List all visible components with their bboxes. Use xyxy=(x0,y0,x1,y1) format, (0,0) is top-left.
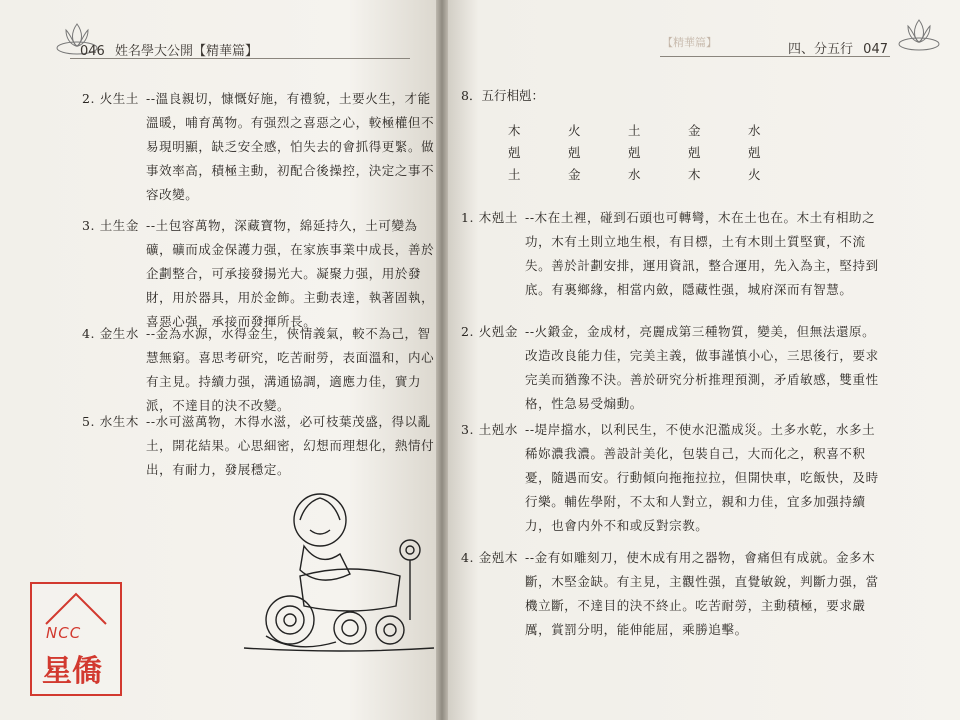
grid-cell: 木 xyxy=(508,123,521,138)
entry-label: 4. 金生水 xyxy=(82,326,139,341)
left-page-number: 046 xyxy=(80,44,105,59)
entry-text: --火鍛金，金成材，亮麗成第三種物質，變美，但無法還原。改造改良能力佳，完美主義，做事謹慎小心，三思後行，要求完美而猶豫不決。善於研究分析推理預測，矛盾敏感，雙重性格，性急易受煽動。 xyxy=(525,324,879,411)
mountain-icon xyxy=(32,588,120,628)
grid-cell: 土 xyxy=(628,123,641,138)
grid-cell: 火 xyxy=(748,167,761,182)
entry-label: 3. 土剋水 xyxy=(461,422,518,437)
grid-cell: 火 xyxy=(568,123,581,138)
entry-label: 4. 金剋木 xyxy=(461,550,518,565)
section-title: 四、分五行 xyxy=(788,42,854,57)
entry-text: --堤岸擋水，以利民生，不使水氾濫成災。土多水乾，水多土稀妳濃我濃。善設計美化，包裝自己，大而化之，釈喜不釈憂，隨遇而安。行動傾向拖拖拉拉，但開快車，吃飯快，及時行樂。輔佐學附，不太和人對立，親和力佳，宜多加强持續力，也會内外不和或反對宗教。 xyxy=(525,422,879,533)
lotus-icon xyxy=(896,14,942,54)
entry-label: 1. 木剋土 xyxy=(461,210,518,225)
grid-cell: 木 xyxy=(688,167,701,182)
right-page-header xyxy=(788,38,888,57)
grid-cell: 剋 xyxy=(628,145,641,160)
header-rule xyxy=(660,56,890,57)
entry-label: 3. 土生金 xyxy=(82,218,139,233)
entry-label: 5. 水生木 xyxy=(82,414,139,429)
entry-label: 2. 火生土 xyxy=(82,91,139,106)
watermark-chinese-text: 星僑 xyxy=(42,654,102,689)
grid-cell: 水 xyxy=(748,123,761,138)
entry-text: --金為水源，水得金生，俠情義氣，較不為己，智慧無窮。喜思考研究，吃苦耐勞，表面溫和，内心有主見。持續力强，溝通協調，適應力佳，實力派，不達目的決不改變。 xyxy=(146,326,435,413)
girl-with-snails-illustration xyxy=(240,480,440,660)
left-page-header xyxy=(80,40,258,59)
entry-text: --木在土裡，碰到石頭也可轉彎，木在土也在。木土有相助之功，木有土則立地生根，有目標，土有木則土質堅實，不流失。善於計劃安排，運用資訊，整合運用，先入為主，堅持到底。有裏鄉緣，相當内斂，隱藏性强，城府深而有智慧。 xyxy=(525,210,879,297)
grid-cell: 剋 xyxy=(508,145,521,160)
right-page-number: 047 xyxy=(863,42,888,57)
book-title: 姓名學大公開【精華篇】 xyxy=(114,44,258,59)
grid-cell: 剋 xyxy=(748,145,761,160)
entry-text: --溫良親切，慷慨好施，有禮貌，土要火生，才能溫暖，哺育萬物。有强烈之喜惡之心，較極權但不易現明顯，缺乏安全感，怕失去的會抓得更緊。做事效率高，積極主動，初配合後操控，決定之事不容改變。 xyxy=(146,91,435,202)
entry-text: --土包容萬物，深藏寶物，綿延持久，土可變為礦，礦而成金保護力强，在家族事業中成長，善於企劃整合，可承接發揚光大。凝聚力强，用於發財，用於器具，用於金飾。主動表達，執著固執，喜惡心强，承接而發揮所長。 xyxy=(146,218,435,329)
faint-header: 【精華篇】 xyxy=(662,36,717,49)
header-rule xyxy=(70,58,410,59)
entry-label: 2. 火剋金 xyxy=(461,324,518,339)
ncc-watermark-stamp xyxy=(30,582,122,696)
grid-cell: 金 xyxy=(688,123,701,138)
grid-cell: 土 xyxy=(508,167,521,182)
entry-text: --金有如雕刻刀，使木成有用之器物，會痛但有成就。金多木斷，木堅金缺。有主見，主觀性强，直覺敏銳，判斷力强，當機立斷，不達目的決不終止。吃苦耐勞，主動積極，要求嚴厲，賞罰分明，能伸能屈，乘勝追擊。 xyxy=(525,550,879,637)
grid-cell: 剋 xyxy=(688,145,701,160)
grid-cell: 金 xyxy=(568,167,581,182)
grid-cell: 剋 xyxy=(568,145,581,160)
section-8-title: 8．五行相剋： xyxy=(461,88,544,103)
watermark-ncc-text: NCC xyxy=(46,624,82,642)
overcoming-cycle-grid xyxy=(508,121,808,187)
entry-text: --水可滋萬物，木得水滋，必可枝葉茂盛，得以亂土，開花結果。心思細密，幻想而理想化，熱情付出，有耐力，發展穩定。 xyxy=(146,414,435,477)
grid-cell: 水 xyxy=(628,167,641,182)
